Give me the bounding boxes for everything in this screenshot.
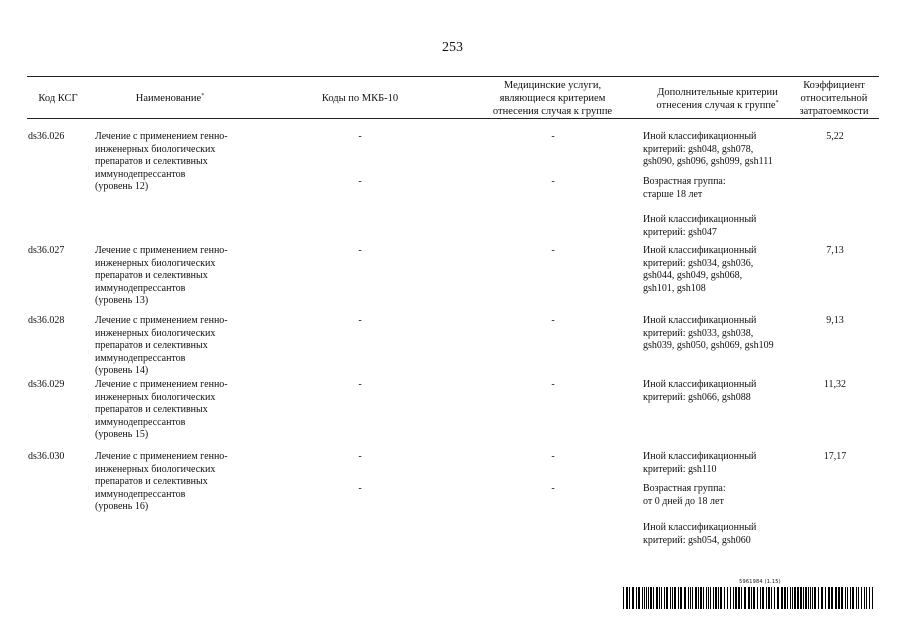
mkb-dash: -	[358, 131, 362, 142]
header-mkb: Коды по МКБ-10	[321, 93, 399, 104]
criteria-text: Возрастная группа: от 0 дней до 18 лет	[643, 483, 726, 507]
criteria-text: Иной классификационный критерий: gsh034, gsh036, gsh044, gsh049, gsh068, gsh101, gsh108	[643, 245, 757, 294]
criteria-text: Иной классификационный критерий: gsh047	[643, 214, 757, 238]
header-code: Код КСГ	[38, 93, 78, 104]
row-coef: 11,32	[823, 379, 847, 390]
header-coef: Коэффициент относительной затратоемкости	[799, 80, 869, 117]
row-coef: 9,13	[826, 315, 844, 326]
row-code: ds36.028	[28, 315, 65, 326]
row-code: ds36.026	[28, 131, 65, 142]
header-criteria: Дополнительные критерии отнесения случая к группе*	[656, 87, 779, 111]
row-coef: 5,22	[826, 131, 844, 142]
row-code: ds36.029	[28, 379, 65, 390]
mkb-dash: -	[358, 245, 362, 256]
barcode-image	[623, 587, 875, 609]
header-name: Наименование*	[135, 93, 205, 104]
service-dash: -	[551, 315, 555, 326]
row-name: Лечение с применением генно- инженерных биологических препаратов и селективных иммунодепрессантов (уровень 13)	[95, 245, 228, 307]
row-coef: 17,17	[823, 451, 847, 462]
mkb-dash: -	[358, 379, 362, 390]
barcode-label: 5961984 (1.15)	[739, 579, 781, 585]
criteria-text: Иной классификационный критерий: gsh048, gsh078, gsh090, gsh096, gsh099, gsh111	[643, 131, 773, 168]
mkb-dash: -	[358, 451, 362, 462]
service-dash: -	[551, 245, 555, 256]
row-code: ds36.030	[28, 451, 65, 462]
row-name: Лечение с применением генно- инженерных биологических препаратов и селективных иммунодепрессантов (уровень 14)	[95, 315, 228, 377]
mkb-dash: -	[358, 176, 362, 187]
criteria-text: Возрастная группа: старше 18 лет	[643, 176, 726, 200]
service-dash: -	[551, 176, 555, 187]
criteria-text: Иной классификационный критерий: gsh110	[643, 451, 757, 475]
table-top-rule	[27, 76, 879, 77]
table-header-rule	[27, 118, 879, 119]
criteria-text: Иной классификационный критерий: gsh066, gsh088	[643, 379, 757, 403]
row-name: Лечение с применением генно- инженерных биологических препаратов и селективных иммунодепрессантов (уровень 16)	[95, 451, 228, 513]
row-name: Лечение с применением генно- инженерных биологических препаратов и селективных иммунодепрессантов (уровень 12)	[95, 131, 228, 193]
service-dash: -	[551, 379, 555, 390]
row-code: ds36.027	[28, 245, 65, 256]
service-dash: -	[551, 451, 555, 462]
criteria-text: Иной классификационный критерий: gsh054, gsh060	[643, 522, 757, 546]
mkb-dash: -	[358, 483, 362, 494]
service-dash: -	[551, 131, 555, 142]
mkb-dash: -	[358, 315, 362, 326]
row-coef: 7,13	[826, 245, 844, 256]
header-services: Медицинские услуги, являющиеся критерием отнесения случая к группе	[492, 80, 613, 117]
criteria-text: Иной классификационный критерий: gsh033, gsh038, gsh039, gsh050, gsh069, gsh109	[643, 315, 774, 352]
row-name: Лечение с применением генно- инженерных биологических препаратов и селективных иммунодепрессантов (уровень 15)	[95, 379, 228, 441]
service-dash: -	[551, 483, 555, 494]
page-number: 253	[442, 40, 463, 55]
